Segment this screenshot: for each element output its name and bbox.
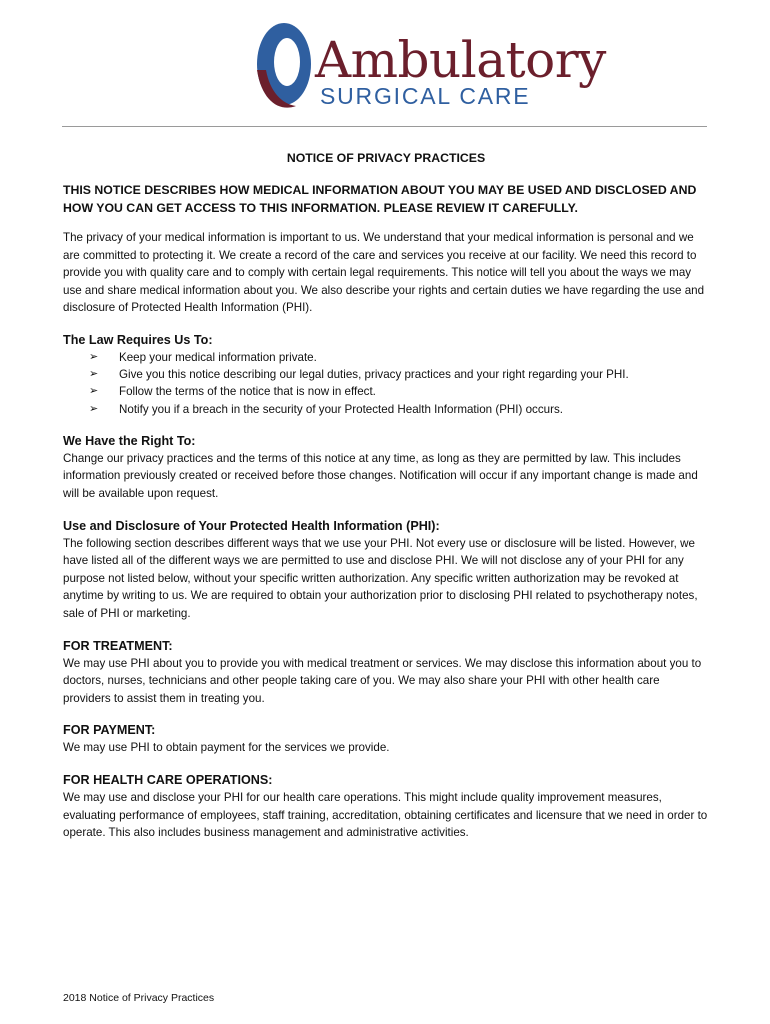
arrow-bullet-icon: ➢ [89,385,99,398]
rights-paragraph: Change our privacy practices and the terms of this notice at any time, as long as they are permitted by law. This includes information previously created or received before those changes. Notification will occur if any important change is made and will be available upon request. [63,451,698,500]
law-list [63,349,709,418]
list-item: ➢ Notify you if a breach in the security of your Protected Health Information (PHI) occurs. [89,401,709,418]
operations-paragraph: We may use and disclose your PHI for our health care operations. This might include quality improvement measures, evaluating performance of employees, staff training, accreditation, obtaining certificates and licensure that we need in order to operate. This also includes business management and administrative activities. [63,790,708,840]
operations-heading: FOR HEALTH CARE OPERATIONS: [63,772,273,787]
use-disclosure-paragraph: The following section describes different ways that we use your PHI. Not every use or disclosure will be listed. However, we have listed all of the different ways we are permitted to use and disclose PHI. We will not disclose any of your PHI for any purpose not listed below, without your specific written authorization. Any specific written authorization may be revoked at anytime by writing to us. We are required to obtain your authorization prior to disclosing PHI related to psychotherapy notes, sale of PHI or marketing. [63,536,698,620]
arrow-bullet-icon: ➢ [89,350,99,363]
arrow-bullet-icon: ➢ [89,368,99,381]
notice-warning: THIS NOTICE DESCRIBES HOW MEDICAL INFORMATION ABOUT YOU MAY BE USED AND DISCLOSED AND HOW YOU CAN GET ACCESS TO THIS INFORMATION. PLEASE REVIEW IT CAREFULLY. [63,183,697,215]
page-footer: 2018 Notice of Privacy Practices [63,992,215,1004]
arrow-bullet-icon: ➢ [89,402,99,415]
document-title: NOTICE OF PRIVACY PRACTICES [286,151,486,165]
treatment-paragraph: We may use PHI about you to provide you with medical treatment or services. We may disclose this information about you to doctors, nurses, technicians and other people taking care of you. We may also share your PHI with other health care providers to assist them in treating you. [63,656,702,705]
treatment-heading: FOR TREATMENT: [63,638,173,653]
list-item: ➢ Keep your medical information private. [89,349,709,366]
logo-subtitle: SURGICAL CARE [320,83,531,109]
logo-wordmark: Ambulatory [315,31,606,89]
logo-mark-icon [250,14,320,114]
list-item: ➢ Follow the terms of the notice that is now in effect. [89,383,709,400]
intro-paragraph: The privacy of your medical information is important to us. We understand that your medical information is personal and we are committed to protecting it. We create a record of the care and services you receive at our facility. We need this record to provide you with quality care and to comply with certain legal requirements. This notice will tell you about the ways we may use and share medical information about you. We also describe your rights and certain duties we have regarding the use and disclosure of Protected Health Information (PHI). [63,231,705,315]
list-item: ➢ Give you this notice describing our legal duties, privacy practices and your right regarding your PHI. [89,366,709,383]
law-heading: The Law Requires Us To: [63,332,213,347]
document-body [63,150,709,842]
rights-heading: We Have the Right To: [63,433,196,448]
payment-heading: FOR PAYMENT: [63,723,156,738]
company-logo [250,14,606,114]
use-disclosure-heading: Use and Disclosure of Your Protected Health Information (PHI): [63,518,440,533]
header-divider [62,126,707,127]
payment-paragraph: We may use PHI to obtain payment for the services we provide. [63,741,390,755]
